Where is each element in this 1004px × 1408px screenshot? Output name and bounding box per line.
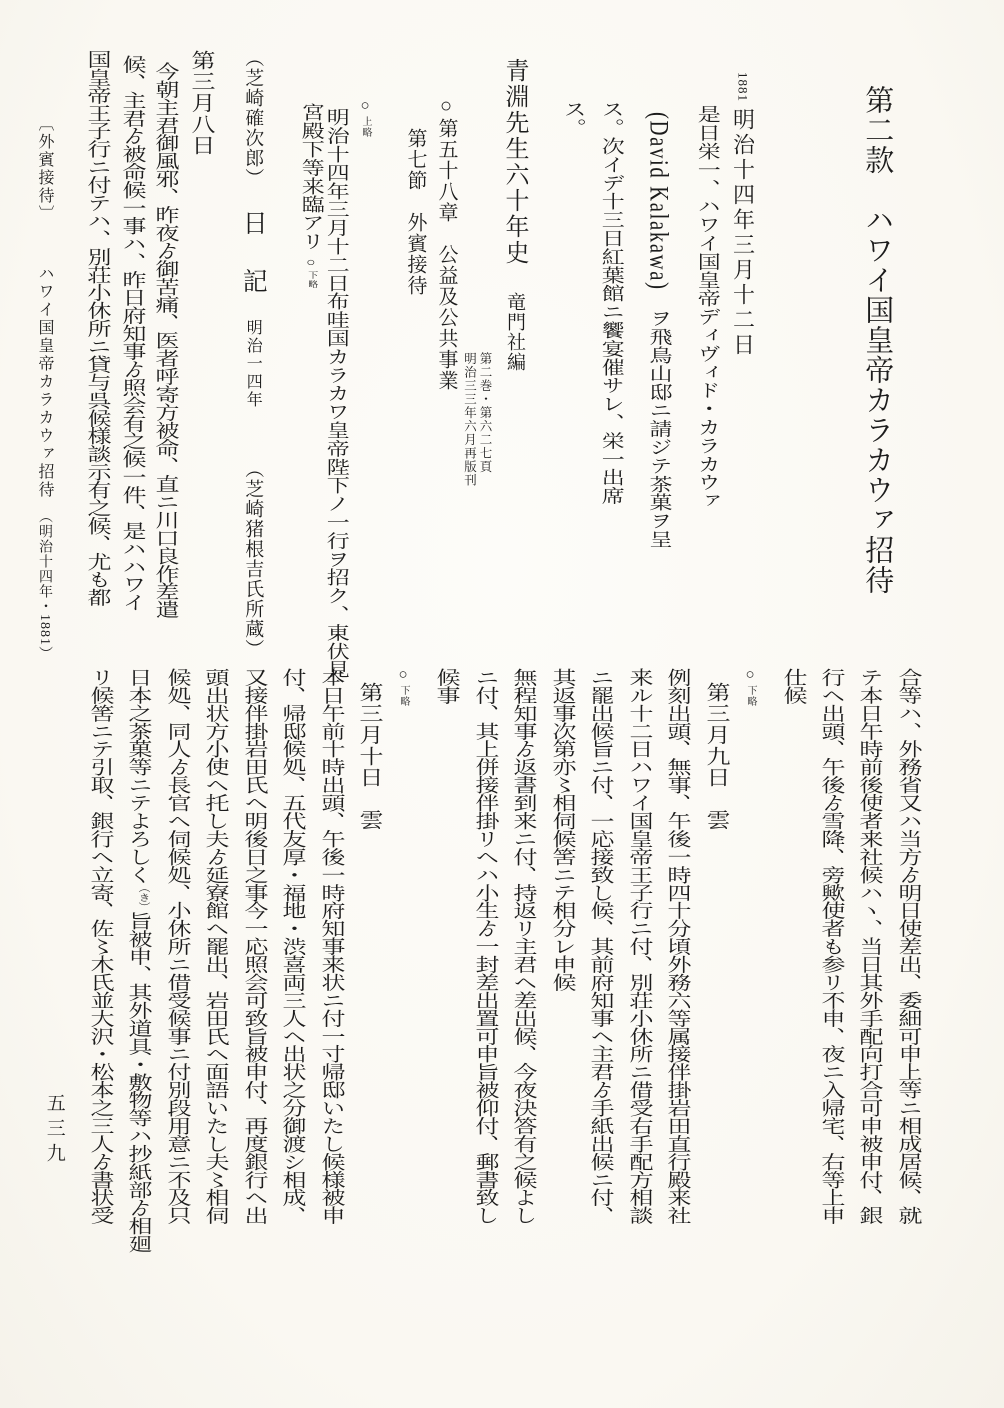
source-editor: 竜門社編 <box>504 292 525 372</box>
summary-line: ス。 <box>560 100 586 137</box>
diary-line: 付、帰邸候処、五代友厚・福地・渋喜両三人ヘ出状之分御渡シ相成、 <box>278 668 304 1225</box>
diary-line: 仕候 <box>779 668 805 704</box>
edition-note <box>461 352 492 487</box>
omission-mark <box>740 667 760 707</box>
diary-collection: （芝崎猪根吉氏所蔵） <box>242 459 264 659</box>
summary-line <box>642 112 675 548</box>
quote-line: 明治十四年三月十二日布哇国カラカワ皇帝陛下ノ一行ヲ招ク、東伏見 <box>323 108 349 679</box>
diary-line: 本日午前十時出頭、午後一時府知事来状ニ付一寸帰邸いたし候様被申 <box>317 668 343 1225</box>
omission-mark <box>393 667 413 707</box>
latin-name: (David Kalakawa) <box>644 112 674 291</box>
omission-label: 上略 <box>360 116 371 138</box>
summary-line-rest: ヲ飛鳥山邸ニ請ジテ茶菓ヲ呈 <box>646 290 672 549</box>
diary-line: 其返事次第亦〻相伺候筈ニテ相分レ申候 <box>548 668 574 991</box>
quote-text: 宮殿下等来臨アリ <box>298 103 324 251</box>
diary-year: 明治一四年 <box>244 319 262 409</box>
diary-line <box>122 668 152 1252</box>
margin-year: （明治十四年・1881） <box>37 509 52 661</box>
diary-line: 合等ハ、外務省又ハ当方ゟ明日使差出、委細可申上等ニ相成居候、就 <box>894 668 920 1225</box>
diary-line: 例刻出頭、無事、午後一時四十分頃外務六等属接伴掛岩田直行殿来社 <box>663 668 689 1225</box>
diary-line: 無程知事ゟ返書到来ニ付、持返リ主君ヘ差出候、今夜決答有之候よし <box>509 668 535 1225</box>
diary-title: 日 記 <box>239 210 267 297</box>
omission-circle: ○ <box>302 256 319 270</box>
western-year: 1881 <box>735 72 751 102</box>
diary-line: ニ付、其上併接伴掛リヘハ小生ゟ一封差出置可申旨被仰付、郵書致し <box>471 668 497 1225</box>
source-citation-column <box>499 58 529 372</box>
omission-mark-top <box>355 98 375 138</box>
margin-running-label <box>34 115 54 661</box>
diary-line: ニ罷出候旨ニ付、一応接致し候、其前府知事ヘ主君ゟ手紙出候ニ付、 <box>586 668 612 1225</box>
page-number: 五三九 <box>43 1093 65 1168</box>
margin-category: 〔外賓接待〕 <box>36 115 53 223</box>
diary-line: 今朝主君御風邪、昨夜ゟ御苦痛、医者呼寄方被命、直ニ川口良作差遣 <box>151 62 177 619</box>
diary-line: リ候筈ニテ引取、銀行ヘ立寄、佐〻木氏並大沢・松本之三人ゟ書状受 <box>86 668 112 1225</box>
diary-line: 来ル十二日ハワイ国皇帝王子行ニ付、別荘小休所ニ借受右手配方相談 <box>625 668 651 1225</box>
chapter-heading: ○第五十八章 公益及公共事業 <box>435 95 457 391</box>
diary-line-pre: 日本之茶菓等ニテよろしく <box>124 668 150 884</box>
margin-title: ハワイ国皇帝カラカウァ招待 <box>36 265 53 499</box>
diary-line: 候、主君ゟ被命候一事ハ、昨日府知事ゟ照会有之候一件、是ハハワイ <box>118 55 144 612</box>
omission-label: 下略 <box>305 271 317 289</box>
section-title: 第二款 ハワイ国皇帝カラカウァ招待 <box>861 85 894 595</box>
diary-entry-heading: 第三月八日 <box>187 50 213 157</box>
omission-label: 下略 <box>398 685 409 707</box>
diary-line: 又接伴掛岩田氏ヘ明後日之事今一応照会可致旨被申付、再度銀行ヘ出 <box>240 668 266 1225</box>
summary-line: ス。次イデ十三日紅葉館ニ饗宴催サレ、栄一出席 <box>598 100 624 505</box>
diary-entry-heading: 第三月十日 雲 <box>355 682 381 832</box>
omission-circle: ○ <box>395 667 411 683</box>
omission-circle: ○ <box>357 98 373 114</box>
summary-line: 是日栄一、ハワイ国皇帝ディヴィド・カラカウァ <box>694 105 720 510</box>
section-heading: 第七節 外賓接待 <box>404 128 426 296</box>
diary-line: テ本日午時前後使者来社候ハヽ、当日其外手配向打合可申被申付、銀 <box>855 668 881 1225</box>
quote-line <box>296 103 325 289</box>
omission-label: 下略 <box>745 685 756 707</box>
diary-author: （芝崎確次郎） <box>242 48 264 188</box>
diary-citation-column <box>237 48 268 659</box>
entry-date-column <box>729 72 757 358</box>
diary-line-post: 旨被申、其外道具・敷物等ハ抄紙部ゟ相廻 <box>124 911 150 1253</box>
omission-circle: ○ <box>742 667 758 683</box>
diary-line: 行ヘ出頭、午後ゟ雪降、旁歟使者も参リ不申、夜ニ入帰宅、右等上申 <box>817 668 843 1225</box>
edition-note-line: 第二巻・第六二七頁 <box>478 352 492 474</box>
entry-date: 明治十四年三月十二日 <box>730 108 756 358</box>
diary-line: 頭出状方小使ヘ托し夫ゟ延寮館ヘ罷出、岩田氏ヘ面語いたし夫〻相伺 <box>201 668 227 1225</box>
diary-line: 候処、同人ゟ長官ヘ伺候処、小休所ニ借受候事ニ付別段用意ニ不及只 <box>163 668 189 1225</box>
kana-gloss: （き） <box>137 883 151 912</box>
diary-line: 国皇帝王子行ニ付テハ、別荘小休所ニ貸与呉候様談示有之候、尤も都 <box>83 50 109 607</box>
diary-line: 候事 <box>432 668 458 704</box>
source-title: 青淵先生六十年史 <box>501 58 527 266</box>
diary-entry-heading: 第三月九日 雲 <box>702 682 728 832</box>
edition-note-line: 明治三三年六月再版刊 <box>462 352 477 487</box>
